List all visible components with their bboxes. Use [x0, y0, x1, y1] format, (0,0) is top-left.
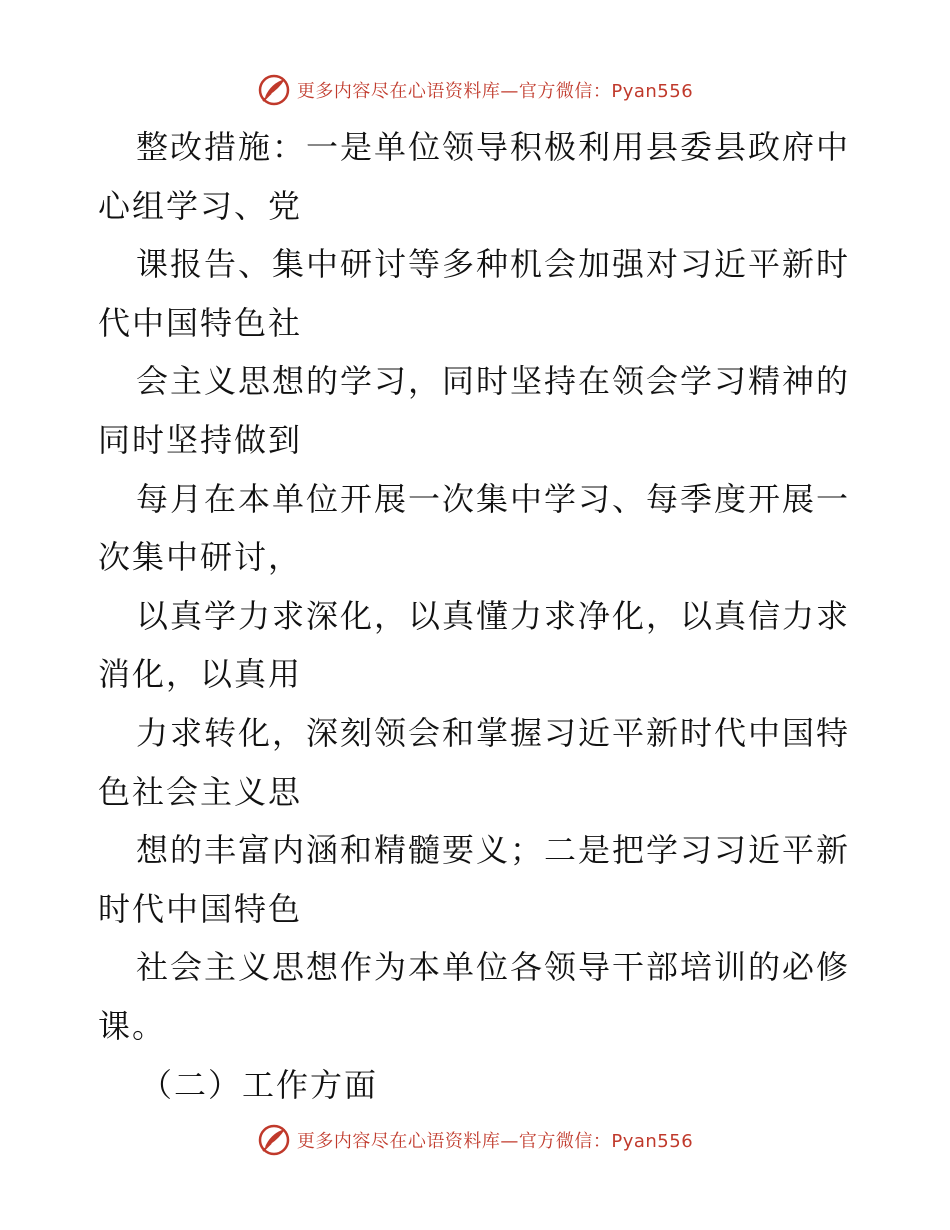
- body-line: 代中国特色社: [98, 303, 303, 342]
- header-banner-text: 更多内容尽在心语资料库—官方微信：Pyan556: [296, 81, 694, 102]
- section-heading: （二）工作方面: [140, 1065, 379, 1104]
- body-line: 同时坚持做到: [98, 420, 303, 459]
- body-line: 以真学力求深化，以真懂力求净化，以真信力求: [136, 596, 851, 635]
- footer-banner: [0, 1120, 950, 1160]
- quill-pen-logo-icon: [257, 1123, 291, 1157]
- body-line: 课报告、集中研讨等多种机会加强对习近平新时: [136, 245, 851, 284]
- body-line: 心组学习、党: [98, 186, 303, 225]
- body-line: 消化，以真用: [98, 655, 303, 694]
- body-line: 次集中研讨，: [98, 538, 303, 577]
- body-line: 课。: [98, 1006, 167, 1045]
- body-line: 社会主义思想作为本单位各领导干部培训的必修: [136, 948, 851, 987]
- body-line: 时代中国特色: [98, 889, 303, 928]
- document-body: [98, 118, 858, 1114]
- body-line: 想的丰富内涵和精髓要义；二是把学习习近平新: [136, 831, 851, 870]
- body-line: 力求转化，深刻领会和掌握习近平新时代中国特: [136, 713, 851, 752]
- footer-banner-text: 更多内容尽在心语资料库—官方微信：Pyan556: [296, 1131, 694, 1152]
- body-line: 每月在本单位开展一次集中学习、每季度开展一: [136, 479, 851, 518]
- body-line: 会主义思想的学习，同时坚持在领会学习精神的: [136, 362, 851, 401]
- body-line: 整改措施：一是单位领导积极利用县委县政府中: [136, 128, 851, 166]
- quill-pen-logo-icon: [257, 73, 291, 107]
- body-line: 色社会主义思: [98, 772, 303, 811]
- header-banner: [0, 70, 950, 110]
